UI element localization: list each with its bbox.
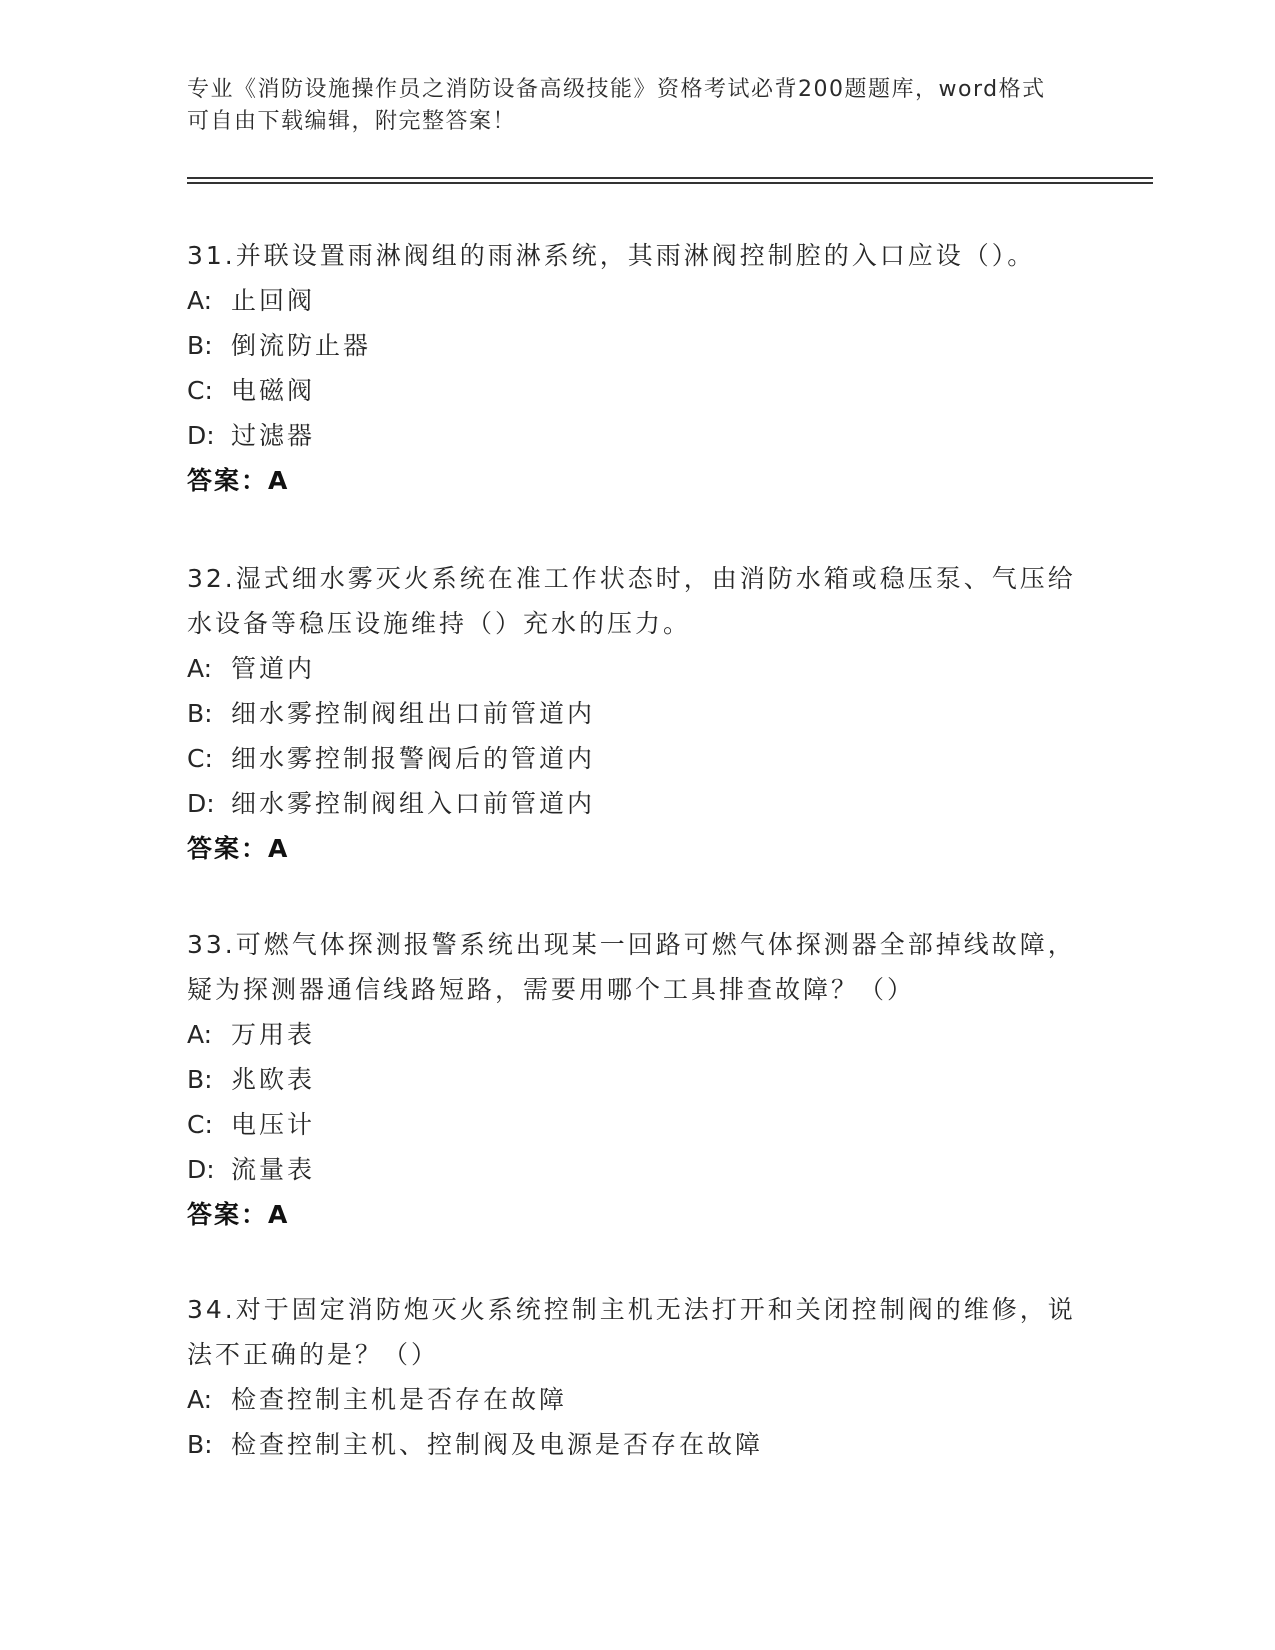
option-text: 检查控制主机、控制阀及电源是否存在故障 — [231, 1430, 764, 1459]
question-34 — [187, 1287, 1087, 1467]
option-text: 细水雾控制阀组入口前管道内 — [231, 789, 596, 818]
option-key: D: — [187, 1155, 215, 1184]
answer-line: 答案：A — [187, 466, 290, 495]
option-c — [187, 736, 1087, 781]
option-text: 电磁阀 — [231, 376, 316, 405]
answer-line: 答案：A — [187, 834, 290, 863]
option-key: B: — [187, 1065, 213, 1094]
option-c — [187, 368, 1087, 413]
option-key: D: — [187, 421, 215, 450]
option-key: A: — [187, 1020, 213, 1049]
answer-line: 答案：A — [187, 1200, 290, 1229]
option-key: B: — [187, 699, 213, 728]
option-b — [187, 1422, 1087, 1467]
option-key: A: — [187, 654, 213, 683]
header-divider-top — [187, 177, 1153, 179]
option-a — [187, 646, 1087, 691]
option-key: A: — [187, 286, 213, 315]
header-divider-bottom — [187, 182, 1153, 184]
question-31 — [187, 233, 1087, 503]
option-key: B: — [187, 331, 213, 360]
option-b — [187, 1057, 1087, 1102]
option-text: 管道内 — [231, 654, 316, 683]
option-key: C: — [187, 1110, 213, 1139]
option-text: 细水雾控制阀组出口前管道内 — [231, 699, 596, 728]
option-text: 细水雾控制报警阀后的管道内 — [231, 744, 596, 773]
option-b — [187, 691, 1087, 736]
option-text: 兆欧表 — [231, 1065, 316, 1094]
option-text: 过滤器 — [231, 421, 316, 450]
option-a — [187, 1012, 1087, 1057]
option-b — [187, 323, 1087, 368]
option-text: 电压计 — [231, 1110, 316, 1139]
option-c — [187, 1102, 1087, 1147]
document-intro: 专业《消防设施操作员之消防设备高级技能》资格考试必背200题题库，word格式可自由下载编辑，附完整答案！ — [187, 77, 1046, 134]
option-d — [187, 413, 1087, 458]
option-text: 止回阀 — [231, 286, 316, 315]
option-key: A: — [187, 1385, 213, 1414]
option-key: C: — [187, 744, 213, 773]
option-key: B: — [187, 1430, 213, 1459]
option-key: C: — [187, 376, 213, 405]
option-text: 检查控制主机是否存在故障 — [231, 1385, 568, 1414]
option-a — [187, 1377, 1087, 1422]
question-stem: 31.并联设置雨淋阀组的雨淋系统，其雨淋阀控制腔的入口应设（）。 — [187, 241, 1036, 270]
question-33 — [187, 922, 1087, 1237]
question-stem: 33.可燃气体探测报警系统出现某一回路可燃气体探测器全部掉线故障，疑为探测器通信线路短路，需要用哪个工具排查故障？（） — [187, 930, 1076, 1004]
question-stem: 32.湿式细水雾灭火系统在准工作状态时，由消防水箱或稳压泵、气压给水设备等稳压设施维持（）充水的压力。 — [187, 564, 1076, 638]
option-d — [187, 1147, 1087, 1192]
option-text: 万用表 — [231, 1020, 316, 1049]
question-stem: 34.对于固定消防炮灭火系统控制主机无法打开和关闭控制阀的维修，说法不正确的是？（） — [187, 1295, 1076, 1369]
option-text: 倒流防止器 — [231, 331, 372, 360]
question-32 — [187, 556, 1087, 871]
option-d — [187, 781, 1087, 826]
option-text: 流量表 — [231, 1155, 316, 1184]
option-key: D: — [187, 789, 215, 818]
option-a — [187, 278, 1087, 323]
